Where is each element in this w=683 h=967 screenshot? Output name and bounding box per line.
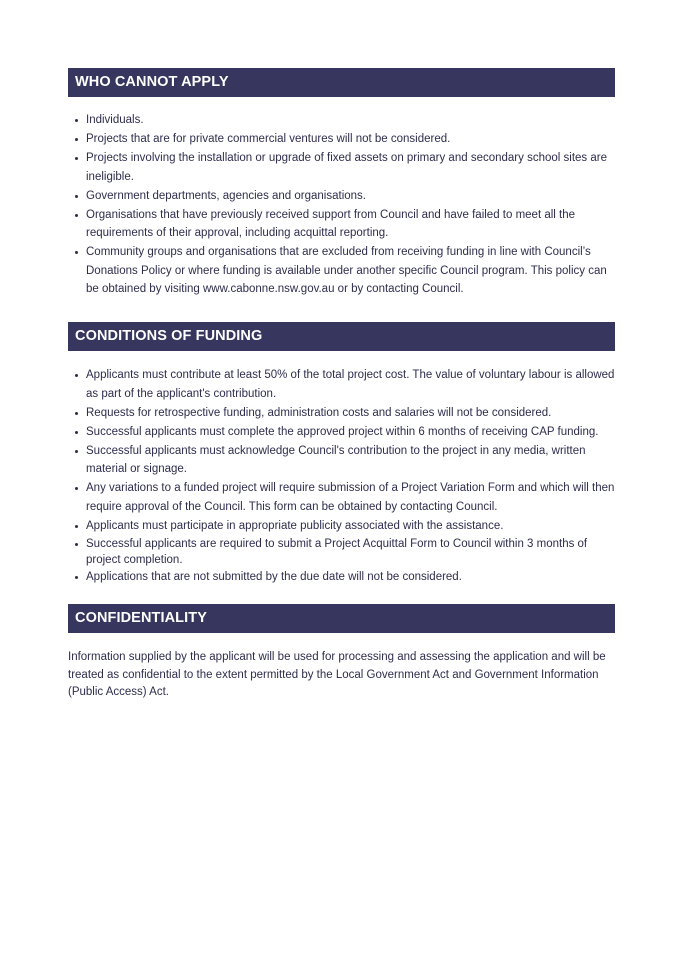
list-item: Applications that are not submitted by the due date will not be considered.: [68, 569, 620, 585]
list-item: Successful applicants must complete the approved project within 6 months of receiving CAP funding.: [68, 423, 620, 442]
list-item: Community groups and organisations that are excluded from receiving funding in line with Council’s Donations Policy or where funding is available under another specific Council program. This policy can be obtained by visiting www.cabonne.nsw.gov.au or by contacting Council.: [68, 243, 620, 299]
list-item: Applicants must contribute at least 50% of the total project cost. The value of voluntary labour is allowed as part of the applicant's contribution.: [68, 366, 620, 403]
who-cannot-apply-heading: WHO CANNOT APPLY: [68, 68, 615, 97]
confidentiality-heading: CONFIDENTIALITY: [68, 604, 615, 633]
list-item: Government departments, agencies and organisations.: [68, 187, 620, 206]
list-item: Any variations to a funded project will require submission of a Project Variation Form and which will then require approval of the Council. This form can be obtained by contacting Council.: [68, 479, 620, 516]
list-item: Successful applicants must acknowledge Council's contribution to the project in any media, written material or signage.: [68, 442, 620, 479]
conditions-of-funding-heading: CONDITIONS OF FUNDING: [68, 322, 615, 351]
list-item: Applicants must participate in appropriate publicity associated with the assistance.: [68, 517, 620, 536]
list-item: Requests for retrospective funding, administration costs and salaries will not be considered.: [68, 404, 620, 423]
list-item: Organisations that have previously received support from Council and have failed to meet all the requirements of their approval, including acquittal reporting.: [68, 206, 620, 243]
confidentiality-paragraph: Information supplied by the applicant will be used for processing and assessing the application and will be treated as confidential to the extent permitted by the Local Government Act and Government Information (Public Access) Act.: [68, 651, 606, 698]
list-item: Successful applicants are required to submit a Project Acquittal Form to Council within 3 months of project completion.: [68, 536, 620, 568]
list-item: Projects involving the installation or upgrade of fixed assets on primary and secondary school sites are ineligible.: [68, 149, 620, 186]
list-item: Projects that are for private commercial ventures will not be considered.: [68, 130, 620, 149]
who-cannot-apply-list: [68, 111, 620, 299]
list-item: Individuals.: [68, 111, 620, 130]
conditions-of-funding-list: [68, 366, 620, 586]
